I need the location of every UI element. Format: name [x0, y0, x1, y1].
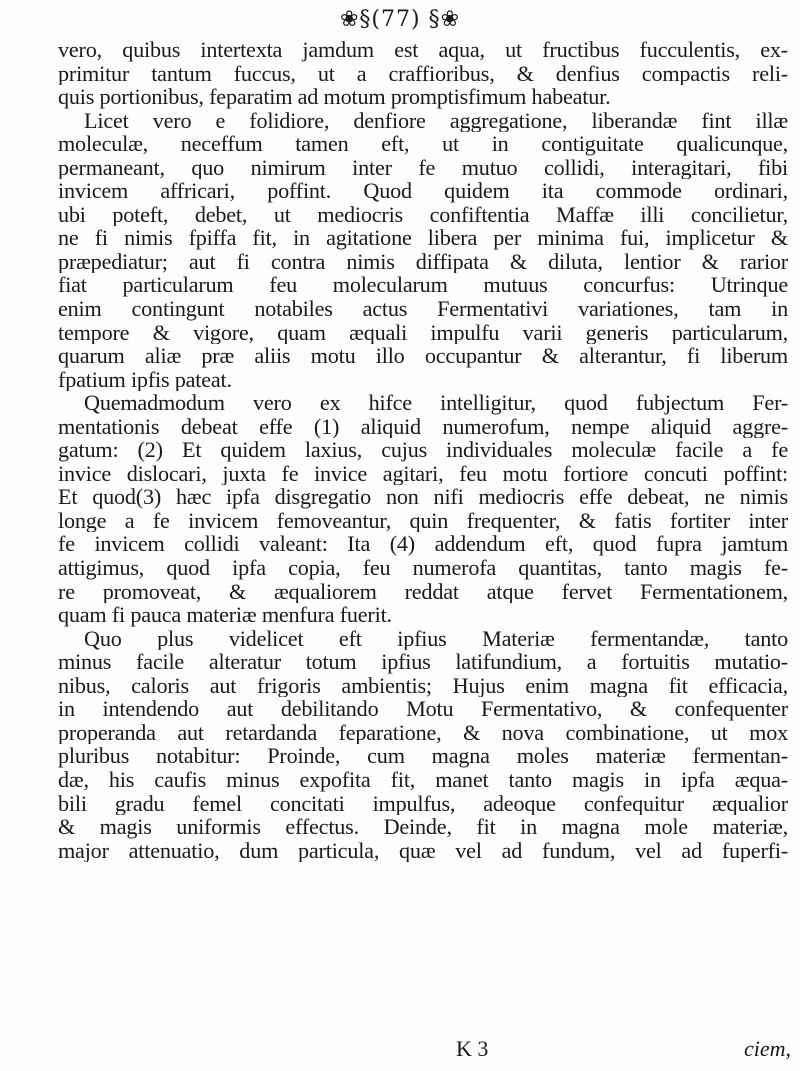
- text-line: gatum: (2) Et quidem laxius, cujus individuales moleculæ facile a fe: [58, 438, 788, 462]
- page-footer: [0, 1036, 800, 1064]
- text-line: Licet vero e folidiore, denfiore aggregatione, liberandæ fint illæ: [84, 108, 788, 133]
- text-line: re promoveat, & æqualiorem reddat atque fervet Fermentationem,: [58, 579, 788, 604]
- text-line: permaneant, quo nimirum inter fe mutuo collidi, interagitari, fibi: [58, 155, 788, 180]
- text-line: fe invicem collidi valeant: Ita (4) addendum eft, quod fupra jamtum: [58, 532, 788, 557]
- text-line: tempore & vigore, quam æquali impulfu varii generis particularum,: [58, 320, 788, 345]
- text-line: invice dislocari, juxta fe invice agitari, feu motu fortiore concuti poffint:: [58, 461, 788, 486]
- text-line: vero, quibus intertexta jamdum est aqua, ut fructibus fucculentis, ex-: [58, 38, 788, 62]
- text-line: properanda aut retardanda feparatione, & nova combinatione, ut mox: [58, 720, 788, 745]
- text-line: Quemadmodum vero ex hifce intelligitur, quod fubjectum Fer-: [84, 391, 788, 415]
- text-line: Et quod(3) hæc ipfa disgregatio non nifi mediocris effe debeat, ne nimis: [58, 485, 788, 509]
- text-line: enim contingunt notabiles actus Fermentativi variationes, tam in: [58, 297, 788, 321]
- text-line: Quo plus videlicet eft ipfius Materiæ fermentandæ, tanto: [84, 626, 788, 651]
- body-text: [58, 38, 788, 862]
- text-line: quis portionibus, feparatim ad motum promptisfimum habeatur.: [58, 85, 611, 109]
- page-header: ❀§(77) §❀: [339, 7, 461, 32]
- text-line: longe a fe invicem femoveantur, quin frequenter, & fatis fortiter inter: [58, 508, 788, 533]
- text-line: & magis uniformis effectus. Deinde, fit in magna mole materiæ,: [58, 815, 788, 839]
- text-line: bili gradu femel concitati impulfus, adeoque confequitur æqualior: [58, 791, 788, 816]
- text-line: præpediatur; aut fi contra nimis diffipata & diluta, lentior & rarior: [58, 249, 788, 274]
- text-line: in intendendo aut debilitando Motu Fermentativo, & confequenter: [58, 697, 788, 721]
- text-line: quam fi pauca materiæ menfura fuerit.: [58, 603, 392, 627]
- text-line: attigimus, quod ipfa copia, feu numerofa quantitas, tanto magis fe-: [58, 556, 788, 580]
- text-line: nibus, caloris aut frigoris ambientis; Hujus enim magna fit efficacia,: [58, 673, 788, 698]
- text-line: major attenuatio, dum particula, quæ vel ad fundum, vel ad fuperfi-: [58, 838, 788, 863]
- text-line: minus facile alteratur totum ipfius latifundium, a fortuitis mutatio-: [58, 650, 788, 674]
- text-line: fiat particularum feu molecularum mutuus concurfus: Utrinque: [58, 273, 788, 298]
- text-line: ubi poteft, debet, ut mediocris confiftentia Maffæ illi concilietur,: [58, 202, 788, 227]
- text-line: mentationis debeat effe (1) aliquid numerofum, nempe aliquid aggre-: [58, 414, 788, 439]
- text-line: quarum aliæ præ aliis motu illo occupantur & alterantur, fi liberum: [58, 344, 788, 368]
- text-line: fpatium ipfis pateat.: [58, 367, 232, 392]
- text-line: primitur tantum fuccus, ut a craffioribus, & denfius compactis reli-: [58, 61, 788, 86]
- catchword: ciem,: [744, 1036, 792, 1061]
- text-line: pluribus notabitur: Proinde, cum magna moles materiæ fermentan-: [58, 744, 788, 768]
- text-line: dæ, his caufis minus expofita fit, manet tanto magis in ipfa æqua-: [58, 767, 788, 792]
- text-line: ne fi nimis fpiffa fit, in agitatione libera per minima fui, implicetur &: [58, 226, 788, 250]
- text-line: invicem affricari, poffint. Quod quidem ita commode ordinari,: [58, 179, 788, 203]
- text-line: moleculæ, neceffum tamen eft, ut in contiguitate qualicunque,: [58, 132, 788, 156]
- signature-mark: K 3: [456, 1036, 489, 1061]
